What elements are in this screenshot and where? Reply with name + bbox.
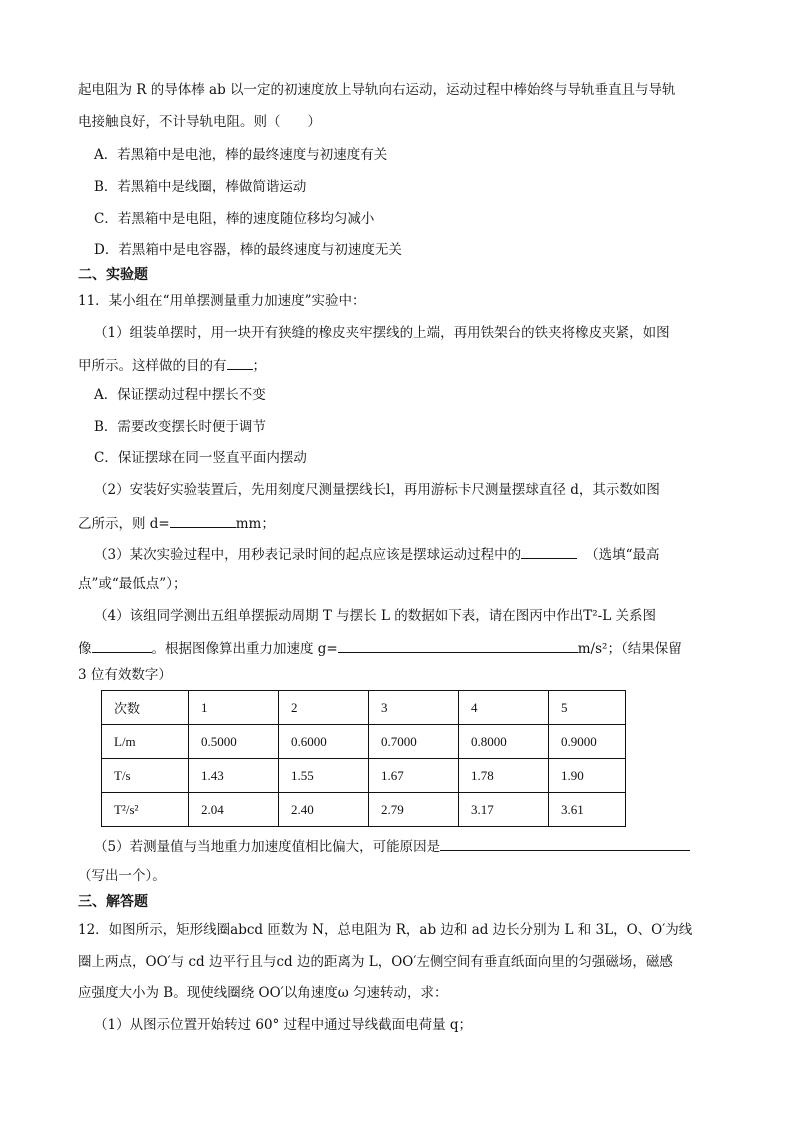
table-cell: 1.90	[549, 759, 626, 793]
table-cell: 2.04	[189, 793, 279, 827]
table-cell: T²/s²	[102, 793, 189, 827]
q11-part3-hint: （选填“最高	[585, 547, 660, 563]
q11-part4-line2	[78, 638, 682, 658]
q11-part1-answer-blank[interactable]	[227, 355, 253, 370]
table-cell: 次数	[102, 691, 189, 725]
q10-option-b: B．若黑箱中是线圈，棒做简谐运动	[94, 179, 307, 195]
q11-part5-answer-blank[interactable]	[440, 836, 690, 851]
q11-part1-text: 甲所示。这样做的目的有	[78, 358, 227, 374]
q11-part4-graph-blank[interactable]	[92, 638, 152, 653]
table-cell: L/m	[102, 725, 189, 759]
table-cell: 1.67	[369, 759, 459, 793]
q11-part2-line2	[78, 513, 275, 533]
table-cell: 3	[369, 691, 459, 725]
q11-part3-line2: 点”或“最低点”）；	[78, 576, 187, 592]
table-cell: 1	[189, 691, 279, 725]
table-cell: 5	[549, 691, 626, 725]
table-cell: 2.79	[369, 793, 459, 827]
table-cell: 0.9000	[549, 725, 626, 759]
q11-part4-line1: （4）该组同学测出五组单摆振动周期 T 与摆长 L 的数据如下表，请在图丙中作出T²-L 关系图	[94, 608, 656, 624]
table-cell: 1.55	[279, 759, 369, 793]
section-title-experiment: 二、实验题	[78, 267, 148, 283]
table-cell: 2	[279, 691, 369, 725]
table-cell: 3.61	[549, 793, 626, 827]
table-cell: 0.5000	[189, 725, 279, 759]
q11-part5-text: （5）若测量值与当地重力加速度值相比偏大，可能原因是	[94, 839, 441, 855]
q11-part4-g-answer-blank[interactable]	[338, 638, 578, 653]
table-row	[102, 759, 626, 793]
q12-stem-line3: 应强度大小为 B。现使线圈绕 OO′以角速度ω 匀速转动，求：	[78, 985, 448, 1001]
table-cell: T/s	[102, 759, 189, 793]
q11-part5-line1	[94, 836, 690, 856]
q11-part1-option-c: C．保证摆球在同一竖直平面内摆动	[94, 450, 307, 466]
q10-stem-line1: 起电阻为 R 的导体棒 ab 以一定的初速度放上导轨向右运动，运动过程中棒始终与导轨垂直且与导轨	[78, 82, 676, 98]
q11-part1-line1: （1）组装单摆时，用一块开有狭缝的橡皮夹牢摆线的上端，再用铁架台的铁夹将橡皮夹紧，如图	[94, 325, 670, 341]
q11-part2-line1: （2）安装好实验装置后，先用刻度尺测量摆线长l，再用游标卡尺测量摆球直径 d，其示数如图	[94, 482, 660, 498]
table-cell: 0.8000	[459, 725, 549, 759]
q11-part2-unit: mm；	[235, 516, 275, 532]
q11-part3-answer-blank[interactable]	[521, 544, 577, 559]
q10-stem-line2: 电接触良好，不计导轨电阻。则（ ）	[78, 114, 321, 130]
q11-stem: 11．某小组在“用单摆测量重力加速度”实验中：	[78, 293, 366, 309]
q11-part1-tail: ；	[252, 358, 266, 374]
q12-part1: （1）从图示位置开始转过 60° 过程中通过导线截面电荷量 q；	[94, 1017, 473, 1033]
table-cell: 4	[459, 691, 549, 725]
table-row	[102, 725, 626, 759]
table-row	[102, 793, 626, 827]
q11-part4-text-c: m/s²；（结果保留	[577, 641, 682, 657]
q12-stem-line1: 12．如图所示，矩形线圈abcd 匝数为 N，总电阻为 R，ab 边和 ad 边长分别为 L 和 3L，O、O′为线	[78, 922, 693, 938]
pendulum-data-table	[101, 690, 626, 827]
table-cell: 1.43	[189, 759, 279, 793]
q11-part5-line2: （写出一个）。	[78, 868, 166, 884]
q11-part4-line3: 3 位有效数字）	[78, 667, 172, 683]
table-cell: 0.6000	[279, 725, 369, 759]
q11-part2-text: 乙所示，则 d=	[78, 516, 170, 532]
q11-part3-line1	[94, 544, 660, 564]
table-cell: 1.78	[459, 759, 549, 793]
q11-part4-text-b: 。根据图像算出重力加速度 g=	[151, 641, 338, 657]
table-cell: 0.7000	[369, 725, 459, 759]
q12-stem-line2: 圈上两点，OO′与 cd 边平行且与cd 边的距离为 L，OO′左侧空间有垂直纸面向里的匀强磁场，磁感	[78, 954, 673, 970]
section-title-solutions: 三、解答题	[78, 894, 148, 910]
q11-part3-text: （3）某次实验过程中，用秒表记录时间的起点应该是摆球运动过程中的	[94, 547, 522, 563]
table-cell: 3.17	[459, 793, 549, 827]
q11-part1-option-a: A．保证摆动过程中摆长不变	[94, 387, 266, 403]
q11-part2-answer-blank[interactable]	[170, 513, 236, 528]
q11-part1-option-b: B．需要改变摆长时便于调节	[94, 419, 266, 435]
table-cell: 2.40	[279, 793, 369, 827]
q10-option-c: C．若黑箱中是电阻，棒的速度随位移均匀减小	[94, 211, 375, 227]
q10-option-a: A．若黑箱中是电池，棒的最终速度与初速度有关	[94, 147, 388, 163]
q11-part4-text-a: 像	[78, 641, 92, 657]
q10-option-d: D．若黑箱中是电容器，棒的最终速度与初速度无关	[94, 242, 402, 258]
table-row	[102, 691, 626, 725]
q11-part1-line2	[78, 355, 266, 375]
